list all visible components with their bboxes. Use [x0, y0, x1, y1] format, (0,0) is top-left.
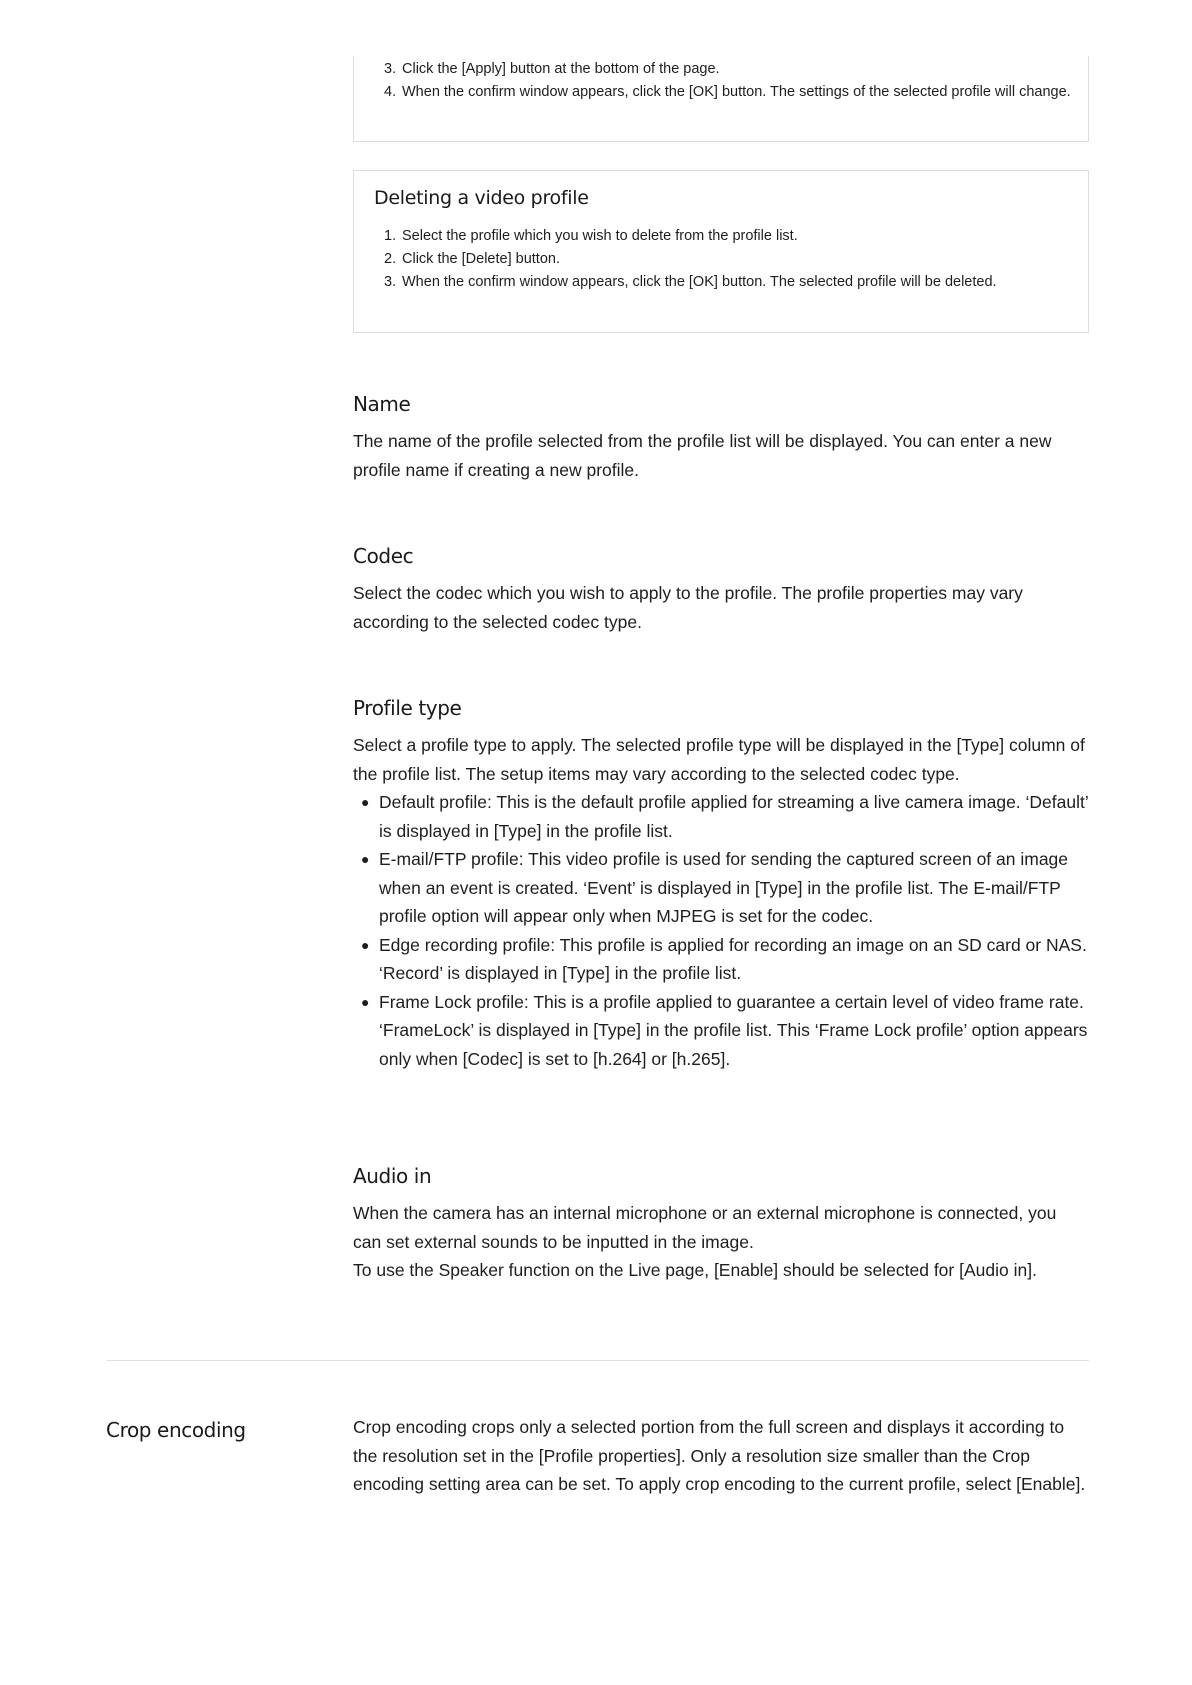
step-item	[384, 58, 1074, 81]
step-text: Click the [Apply] button at the bottom of the page.	[402, 61, 720, 77]
bullet-icon: ●	[361, 993, 370, 1010]
profile-type-description: Select a profile type to apply. The selected profile type will be displayed in the [Type] column of the profile list. The setup items may vary according to the selected codec type.	[353, 735, 1085, 784]
step-number: 2.	[384, 251, 397, 267]
audio-in-speaker-note: To use the Speaker function on the Live page, [Enable] should be selected for [Audio in].	[353, 1260, 1037, 1280]
list-item	[353, 988, 1089, 1074]
step-item	[384, 271, 1074, 294]
audio-in-heading: Audio in	[353, 1164, 432, 1188]
list-item	[353, 788, 1089, 845]
bullet-icon: ●	[361, 794, 370, 810]
codec-description: Select the codec which you wish to apply to the profile. The profile properties may vary according to the selected codec type.	[353, 583, 1023, 632]
delete-profile-box	[353, 170, 1089, 333]
crop-encoding-description: Crop encoding crops only a selected portion from the full screen and displays it according to the resolution set in the [Profile properties]. Only a resolution size smaller than the Crop encoding setting area can be set. To apply crop encoding to the current profile, select [Enable].	[353, 1417, 1086, 1494]
profile-type-section	[353, 695, 1089, 1073]
step-item	[384, 225, 1074, 248]
list-item-text: E-mail/FTP profile: This video profile is used for sending the captured screen of an image when an event is created. ‘Event’ is displayed in [Type] in the profile list. The E-mail/FTP profile option will appear only when MJPEG is set for the codec.	[379, 849, 1069, 926]
codec-section	[353, 543, 1089, 636]
steps-box-continued	[353, 56, 1089, 142]
step-text: When the confirm window appears, click the [OK] button. The selected profile will be deleted.	[402, 274, 997, 290]
list-item-text: Edge recording profile: This profile is applied for recording an image on an SD card or NAS. ‘Record’ is displayed in [Type] in the profile list.	[379, 934, 1087, 983]
step-item	[384, 81, 1074, 104]
delete-profile-title: Deleting a video profile	[374, 187, 589, 209]
step-number: 3.	[384, 61, 397, 77]
list-item-text: Default profile: This is the default profile applied for streaming a live camera image. ‘Default’ is displayed in [Type] in the profile list.	[379, 792, 1089, 841]
bullet-icon: ●	[361, 851, 370, 867]
section-divider	[106, 1360, 1089, 1361]
audio-in-description: When the camera has an internal microphone or an external microphone is connected, you can set external sounds to be inputted in the image.	[353, 1203, 1057, 1252]
name-heading: Name	[353, 392, 411, 416]
list-item	[353, 931, 1089, 988]
step-item	[384, 248, 1074, 271]
step-text: Select the profile which you wish to delete from the profile list.	[402, 228, 798, 244]
step-text: When the confirm window appears, click the [OK] button. The settings of the selected profile will change.	[402, 84, 1071, 100]
list-item-text: Frame Lock profile: This is a profile applied to guarantee a certain level of video frame rate. ‘FrameLock’ is displayed in [Type] in the profile list. This ‘Frame Lock profile’ option appears only when [Codec] is set to [h.264] or [h.265].	[379, 991, 1088, 1069]
codec-heading: Codec	[353, 544, 414, 568]
list-item	[353, 845, 1089, 931]
step-number: 4.	[384, 84, 397, 100]
profile-type-heading: Profile type	[353, 696, 462, 720]
audio-in-section	[353, 1163, 1089, 1285]
step-number: 1.	[384, 228, 397, 244]
step-number: 3.	[384, 274, 397, 290]
name-description: The name of the profile selected from the profile list will be displayed. You can enter a new profile name if creating a new profile.	[353, 431, 1052, 480]
step-text: Click the [Delete] button.	[402, 251, 560, 267]
name-section	[353, 391, 1089, 484]
profile-type-list	[353, 788, 1089, 1073]
steps-list	[384, 58, 1074, 104]
crop-encoding-heading: Crop encoding	[106, 1418, 246, 1442]
bullet-icon: ●	[361, 936, 370, 953]
steps-list	[384, 225, 1074, 294]
